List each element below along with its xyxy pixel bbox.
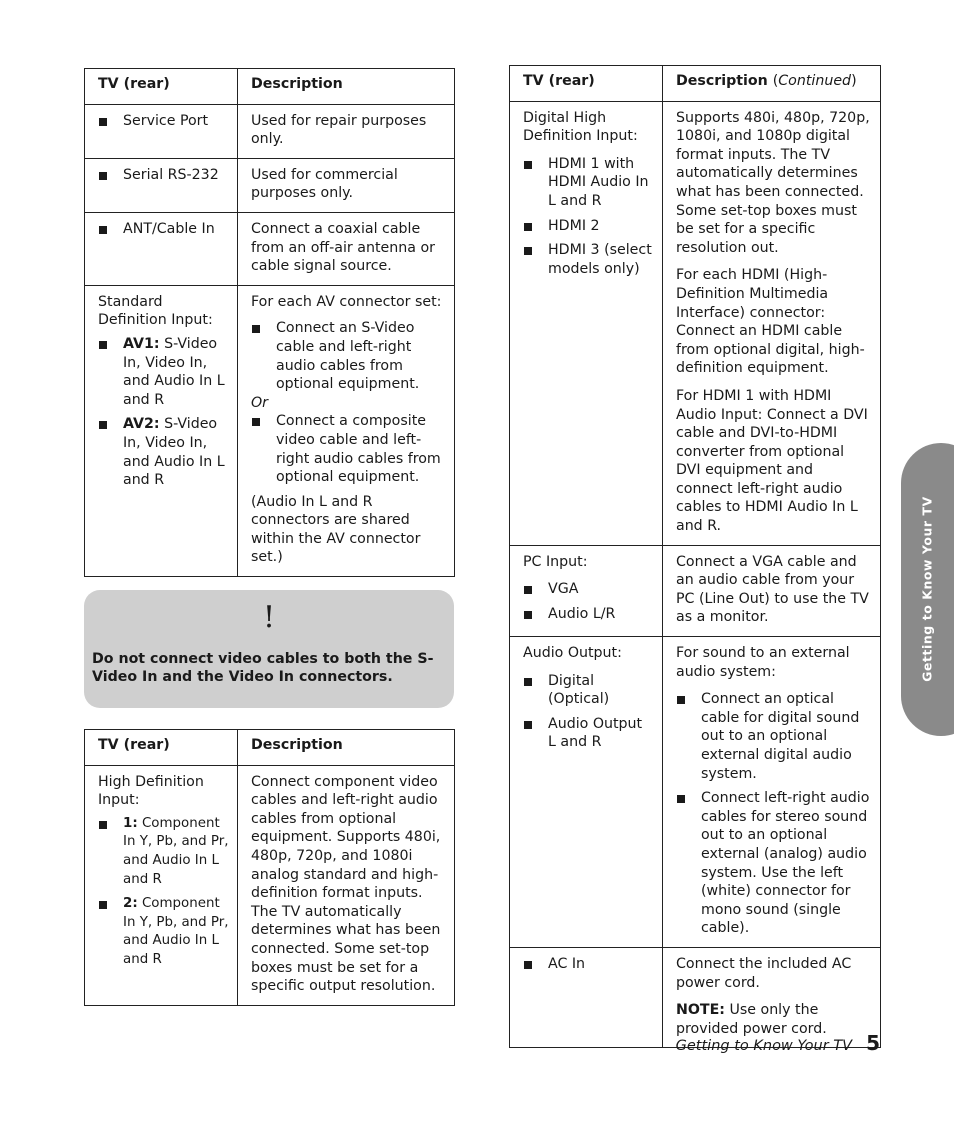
table-header-row [510,66,881,102]
component-2-item: 2: Component In Y, Pb, and Pr, and Audio In L and R [98,895,229,969]
item-cell [510,101,663,545]
table-row [85,765,455,1005]
chapter-side-tab [901,443,954,736]
audio-lr-item: Audio L/R [523,605,654,624]
desc-cell: Connect component video cables and left-right audio cables from optional equipment. Supports 480i, 480p, 720p, and 1080i analog standard and high-definition format inputs. The TV automatically determines what has been connected. Some set-top boxes must be set for a specific output resolution. [238,765,455,1005]
av-desc-bullet: Connect a composite video cable and left-right audio cables from optional equipment. [251,412,446,486]
audio-desc-bullet: Connect left-right audio cables for stereo sound out to an optional external (analog) audio system. Use the left (white) connector for mono sound (single cable). [676,789,872,938]
hdmi-desc-para: Supports 480i, 480p, 720p, 1080i, and 1080p digital format inputs. The TV automatically determines what has been connected. Some set-top boxes must be set for a specific resolution out. [676,109,870,256]
page-footer [675,1031,880,1056]
desc-cell: Used for repair purposes only. [238,104,455,158]
table-row [85,104,455,158]
table-row [85,212,455,285]
header-tv-rear: TV (rear) [510,66,663,102]
chapter-tab-label: Getting to Know Your TV [919,496,935,682]
component-1-item: 1: Component In Y, Pb, and Pr, and Audio In L and R [98,815,229,889]
header-tv-rear: TV (rear) [85,69,238,105]
av-desc-bullet: Connect an S-Video cable and left-right audio cables from optional equipment. [251,319,446,393]
table-row [510,947,881,1047]
av2-item: AV2: S-Video In, Video In, and Audio In L and R [98,415,229,489]
desc-cell [238,285,455,576]
header-tv-rear: TV (rear) [85,730,238,766]
item-ant-cable-in: ANT/Cable In [98,220,229,239]
audio-output-lr-item: Audio Output L and R [523,715,654,752]
ac-desc: Connect the included AC power cord. [676,955,852,991]
desc-cell: Connect a VGA cable and an audio cable from your PC (Line Out) to use the TV as a monitor. [663,545,881,636]
header-description: Description (Continued) [663,66,881,102]
desc-cell: Connect a coaxial cable from an off-air antenna or cable signal source. [238,212,455,285]
exclamation-icon: ! [262,600,276,635]
warning-box [84,590,454,708]
item-cell [85,104,238,158]
header-description: Description [238,730,455,766]
item-cell [510,637,663,948]
hdmi-3-item: HDMI 3 (select models only) [523,241,654,278]
item-serial-rs232: Serial RS-232 [98,166,229,185]
hdmi-desc-para: For each HDMI (High-Definition Multimedia Interface) connector: Connect an HDMI cable from optional digital, high-definition equipment. [676,267,865,377]
desc-cell [663,947,881,1047]
audio-desc-bullet: Connect an optical cable for digital sound out to an optional external digital audio system. [676,690,872,783]
table-row [510,545,881,636]
table-row [510,637,881,948]
desc-cell [663,637,881,948]
table-header-row [85,69,455,105]
ac-note: NOTE: Use only the provided power cord. [676,1002,827,1037]
ac-in-item: AC In [523,955,654,974]
vga-item: VGA [523,580,654,599]
desc-cell: Used for commercial purposes only. [238,158,455,212]
item-cell [510,545,663,636]
sd-input-intro: Standard Definition Input: [98,293,213,329]
audio-output-intro: Audio Output: [523,645,622,662]
item-cell [85,158,238,212]
hdmi-1-item: HDMI 1 with HDMI Audio In L and R [523,155,654,211]
footer-title: Getting to Know Your TV [675,1038,853,1054]
digital-optical-item: Digital (Optical) [523,672,654,709]
hdmi-2-item: HDMI 2 [523,217,654,236]
av1-item: AV1: S-Video In, Video In, and Audio In L and R [98,335,229,409]
audio-desc-intro: For sound to an external audio system: [676,645,850,680]
item-cell [85,285,238,576]
connector-table-3 [509,65,881,1048]
table-row [85,158,455,212]
warning-text: Do not connect video cables to both the S-Video In and the Video In connectors. [92,651,434,686]
page-number: 5 [866,1031,880,1055]
item-cell [85,212,238,285]
table-header-row [85,730,455,766]
table-row [85,285,455,576]
connector-table-2 [84,729,455,1006]
hdmi-desc-para: For HDMI 1 with HDMI Audio Input: Connect a DVI cable and DVI-to-HDMI converter from optional DVI equipment and connect left-right audio cables to HDMI Audio In L and R. [676,387,868,535]
av-desc-note: (Audio In L and R connectors are shared within the AV connector set.) [251,493,421,566]
hd-input-intro: High Definition Input: [98,773,204,809]
item-cell [510,947,663,1047]
pc-input-intro: PC Input: [523,553,588,570]
header-description: Description [238,69,455,105]
table-row [510,101,881,545]
desc-cell [663,101,881,545]
av-desc-intro: For each AV connector set: [251,293,442,310]
hdmi-intro: Digital High Definition Input: [523,109,638,145]
item-service-port: Service Port [98,112,229,131]
connector-table-1 [84,68,455,577]
av-desc-or: Or [251,394,269,411]
item-cell [85,765,238,1005]
